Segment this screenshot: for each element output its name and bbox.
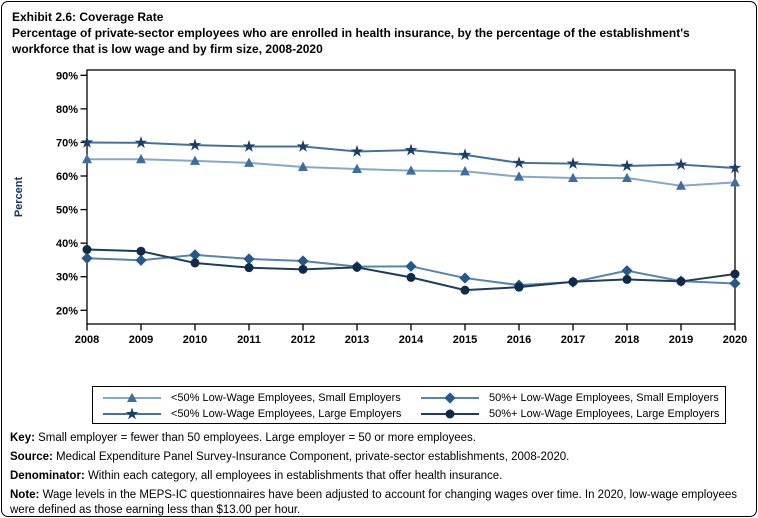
y-tick-label: 90% bbox=[55, 70, 78, 83]
footnote-note bbox=[10, 488, 752, 517]
series-small_lt50 bbox=[82, 154, 740, 190]
circle-marker bbox=[137, 247, 146, 256]
diamond-marker bbox=[135, 255, 146, 266]
y-tick-label: 40% bbox=[55, 238, 78, 251]
legend-label: 50%+ Low-Wage Employees, Small Employers bbox=[489, 391, 719, 404]
plot-area-border bbox=[87, 70, 735, 324]
x-tick-label: 2012 bbox=[290, 334, 316, 346]
circle-marker bbox=[569, 277, 578, 286]
circle-marker bbox=[245, 263, 254, 272]
circle-marker bbox=[191, 258, 200, 267]
x-tick-label: 2017 bbox=[560, 334, 586, 346]
x-tick-label: 2016 bbox=[506, 334, 532, 346]
x-tick-label: 2013 bbox=[344, 334, 370, 346]
circle-marker bbox=[353, 263, 362, 272]
circle-marker bbox=[515, 283, 524, 292]
x-tick-label: 2020 bbox=[722, 334, 748, 346]
star-legend-swatch bbox=[103, 407, 161, 421]
y-tick-label: 50% bbox=[55, 204, 78, 217]
x-tick-label: 2010 bbox=[182, 334, 208, 346]
circle-marker bbox=[461, 286, 470, 295]
circle-legend-swatch bbox=[421, 407, 479, 421]
y-tick-label: 60% bbox=[55, 171, 78, 184]
x-tick-label: 2009 bbox=[128, 334, 154, 346]
legend-label: <50% Low-Wage Employees, Small Employers bbox=[171, 391, 401, 404]
coverage-rate-line-chart bbox=[2, 59, 757, 359]
triangle-legend-swatch bbox=[103, 391, 161, 405]
circle-marker bbox=[677, 277, 686, 286]
x-tick-label: 2014 bbox=[398, 334, 424, 346]
exhibit-subtitle: Percentage of private-sector employees who are enrolled in health insurance, by the percentage of the establishment's workforce that is low wage and by firm size, 2008-2020 bbox=[12, 26, 690, 56]
circle-marker bbox=[83, 245, 92, 254]
y-axis-title: Percent bbox=[13, 176, 25, 218]
diamond-marker bbox=[459, 272, 470, 283]
legend-item-large_50plus bbox=[421, 406, 719, 421]
circle-marker bbox=[623, 275, 632, 284]
y-tick-label: 20% bbox=[55, 305, 78, 318]
footnote-label: Key: bbox=[10, 432, 35, 444]
footnote-label: Note: bbox=[10, 489, 40, 501]
footnote-label: Source: bbox=[10, 451, 53, 463]
legend-label: <50% Low-Wage Employees, Large Employers bbox=[171, 407, 402, 420]
circle-marker bbox=[299, 265, 308, 274]
circle-marker bbox=[731, 270, 740, 279]
footnote-label: Denominator: bbox=[10, 470, 85, 482]
legend-label: 50%+ Low-Wage Employees, Large Employers bbox=[489, 407, 720, 420]
circle-marker bbox=[446, 409, 455, 418]
y-tick-label: 80% bbox=[55, 103, 78, 116]
footnote-key bbox=[10, 431, 752, 446]
footnote-source bbox=[10, 450, 752, 465]
diamond-legend-swatch bbox=[421, 391, 479, 405]
exhibit-title: Exhibit 2.6: Coverage Rate bbox=[12, 10, 164, 24]
circle-marker bbox=[407, 273, 416, 282]
diamond-marker bbox=[621, 265, 632, 276]
diamond-marker bbox=[729, 278, 740, 289]
legend-item-small_lt50 bbox=[103, 390, 401, 405]
diamond-marker bbox=[81, 253, 92, 264]
chart-legend bbox=[92, 386, 726, 424]
diamond-marker bbox=[405, 261, 416, 272]
x-tick-label: 2019 bbox=[668, 334, 694, 346]
footnote-denominator bbox=[10, 469, 752, 484]
footnote-text: Wage levels in the MEPS-IC questionnaires have been adjusted to account for changing wages over time. In 2020, low-wage employees were defined as those earning less than $13.00 per hour. bbox=[10, 489, 738, 516]
x-tick-label: 2008 bbox=[74, 334, 100, 346]
diamond-marker bbox=[444, 392, 455, 403]
exhibit-2-6-figure bbox=[1, 1, 757, 517]
footnotes bbox=[10, 431, 752, 517]
x-tick-label: 2015 bbox=[452, 334, 478, 346]
footnote-text: Medical Expenditure Panel Survey-Insurance Component, private-sector establishments, 2008-2020. bbox=[52, 451, 570, 463]
legend-item-large_lt50 bbox=[103, 406, 401, 421]
y-tick-label: 70% bbox=[55, 137, 78, 150]
footnote-text: Within each category, all employees in establishments that offer health insurance. bbox=[84, 470, 503, 482]
y-tick-label: 30% bbox=[55, 271, 78, 284]
footnote-text: Small employer = fewer than 50 employees. Large employer = 50 or more employees. bbox=[34, 432, 476, 444]
legend-item-small_50plus bbox=[421, 390, 719, 405]
x-tick-label: 2018 bbox=[614, 334, 640, 346]
diamond-marker bbox=[243, 253, 254, 264]
series-small_50plus bbox=[81, 249, 740, 290]
x-tick-label: 2011 bbox=[237, 334, 261, 346]
